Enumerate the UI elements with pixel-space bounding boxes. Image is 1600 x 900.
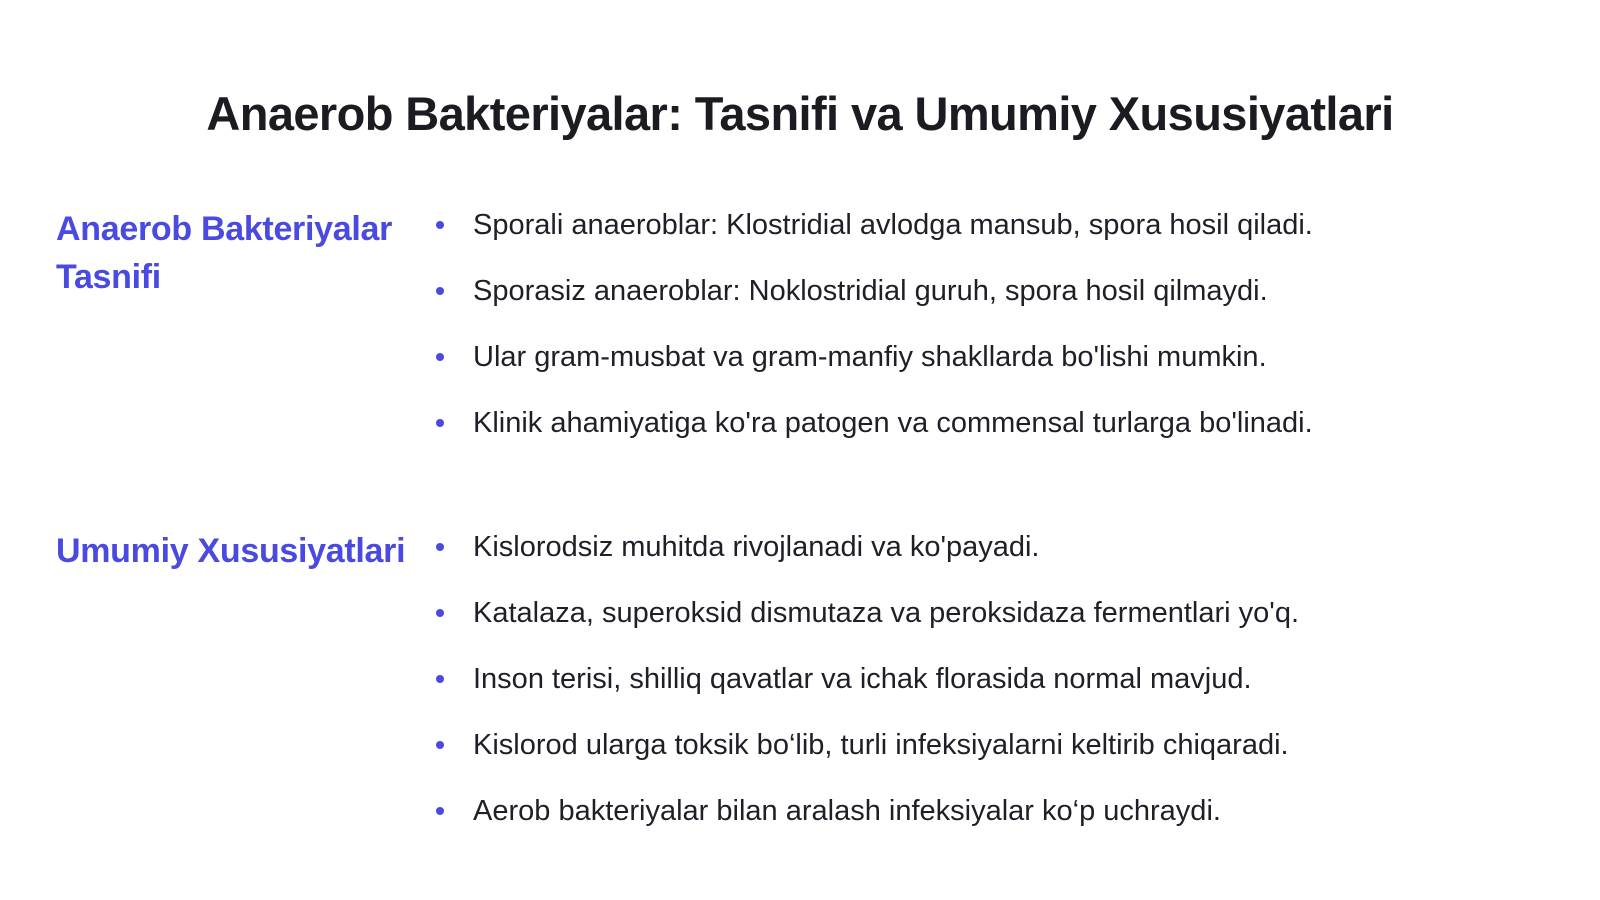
- bullet-dot-icon: [436, 609, 444, 617]
- bullet-dot-icon: [436, 419, 444, 427]
- bullet-dot-icon: [436, 353, 444, 361]
- list-item: [436, 337, 1556, 403]
- bullet-list: [436, 205, 1556, 469]
- section-heading: Anaerob Bakteriyalar Tasnifi: [56, 210, 393, 296]
- bullet-text: Inson terisi, shilliq qavatlar va ichak florasida normal mavjud.: [473, 663, 1252, 695]
- bullet-text: Kislorod ularga toksik bo‘lib, turli infeksiyalarni keltirib chiqaradi.: [473, 729, 1289, 761]
- bullet-text: Aerob bakteriyalar bilan aralash infeksiyalar ko‘p uchraydi.: [473, 795, 1221, 827]
- bullet-dot-icon: [436, 741, 444, 749]
- list-item: [436, 791, 1556, 857]
- bullet-list: [436, 527, 1556, 857]
- bullet-dot-icon: [436, 543, 444, 551]
- list-item: [436, 725, 1556, 791]
- bullet-dot-icon: [436, 675, 444, 683]
- list-item: [436, 205, 1556, 271]
- bullet-dot-icon: [436, 287, 444, 295]
- bullet-text: Kislorodsiz muhitda rivojlanadi va ko'payadi.: [473, 531, 1040, 563]
- bullet-text: Klinik ahamiyatiga ko'ra patogen va commensal turlarga bo'linadi.: [473, 407, 1313, 439]
- bullet-text: Sporasiz anaeroblar: Noklostridial guruh, spora hosil qilmaydi.: [473, 275, 1268, 307]
- list-item: [436, 659, 1556, 725]
- bullet-text: Sporali anaeroblar: Klostridial avlodga mansub, spora hosil qiladi.: [473, 209, 1313, 241]
- bullet-dot-icon: [436, 807, 444, 815]
- bullet-dot-icon: [436, 221, 444, 229]
- slide-title: Anaerob Bakteriyalar: Tasnifi va Umumiy Xususiyatlari: [206, 87, 1394, 140]
- list-item: [436, 593, 1556, 659]
- bullet-text: Katalaza, superoksid dismutaza va peroksidaza fermentlari yo'q.: [473, 597, 1300, 629]
- list-item: [436, 403, 1556, 469]
- list-item: [436, 271, 1556, 337]
- list-item: [436, 527, 1556, 593]
- bullet-text: Ular gram-musbat va gram-manfiy shakllarda bo'lishi mumkin.: [473, 341, 1267, 373]
- section-heading: Umumiy Xususiyatlari: [56, 532, 406, 570]
